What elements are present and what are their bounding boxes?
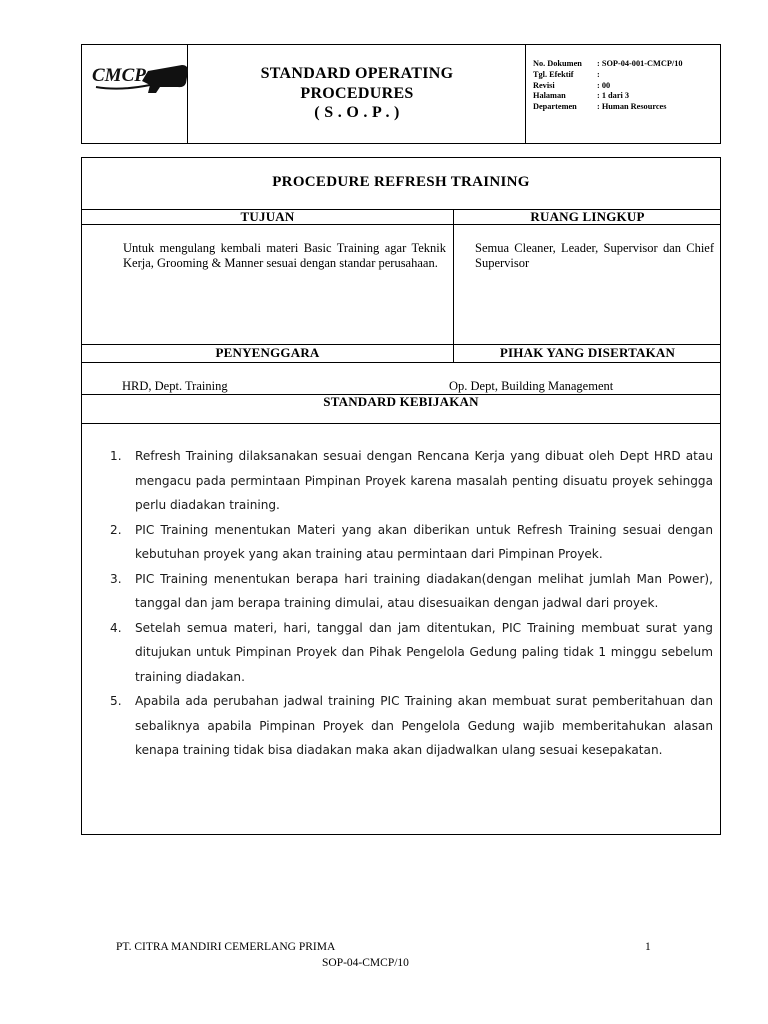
sop-title-line: STANDARD OPERATING xyxy=(260,65,454,82)
doc-info-row xyxy=(533,70,683,81)
doc-info-row xyxy=(533,59,683,70)
policy-list xyxy=(110,444,713,763)
pihak-text: Op. Dept, Building Management xyxy=(449,379,614,393)
doc-info-value: : SOP-04-001-CMCP/10 xyxy=(597,59,683,68)
kebijakan-header: STANDARD KEBIJAKAN xyxy=(323,394,479,409)
logo-text: CMCP xyxy=(92,65,146,86)
ruang-lingkup-header: RUANG LINGKUP xyxy=(530,209,645,224)
doc-info-value: : Human Resources xyxy=(597,102,667,112)
tujuan-header: TUJUAN xyxy=(240,209,295,224)
doc-info-key: Revisi xyxy=(533,80,555,90)
doc-info-value: : 1 dari 3 xyxy=(597,91,630,101)
procedure-table xyxy=(81,157,721,835)
penyelenggara-text: HRD, Dept. Training xyxy=(122,379,228,393)
sop-title-line: ( S . O . P . ) xyxy=(314,104,400,121)
table-rule xyxy=(82,362,720,363)
sop-title-line: PROCEDURES xyxy=(300,84,414,102)
policy-number: 4. xyxy=(110,620,122,635)
policy-number: 3. xyxy=(110,571,122,586)
doc-info-row xyxy=(533,91,683,102)
doc-info-value: : 00 xyxy=(597,80,611,90)
doc-info-key: Halaman xyxy=(533,91,566,101)
policy-item xyxy=(110,567,713,616)
document-info xyxy=(533,59,683,113)
policy-text: Refresh Training dilaksanakan sesuai dengan Rencana Kerja yang dibuat oleh Dept HRD atau mengacu pada permintaan Pimpinan Proyek karena masalah penting disuatu proyek sehingga perlu diadakan training. xyxy=(135,449,713,512)
document-header xyxy=(81,44,721,144)
ruang-lingkup-text: Semua Cleaner, Leader, Supervisor dan Chief Supervisor xyxy=(475,241,714,270)
policy-item xyxy=(110,689,713,763)
doc-info-row xyxy=(533,102,683,113)
policy-item xyxy=(110,518,713,567)
header-divider xyxy=(525,45,526,143)
doc-info-value: : xyxy=(597,69,600,79)
policy-text: PIC Training menentukan Materi yang akan diberikan untuk Refresh Training sesuai dengan kebutuhan proyek yang akan training atau permintaan dari Pimpinan Proyek. xyxy=(135,522,713,561)
policy-item xyxy=(110,616,713,690)
table-column-divider xyxy=(453,209,454,362)
procedure-title: PROCEDURE REFRESH TRAINING xyxy=(272,174,530,190)
tujuan-text: Untuk mengulang kembali materi Basic Training agar Teknik Kerja, Grooming & Manner sesuai dengan standar perusahaan. xyxy=(123,241,446,270)
sop-title xyxy=(192,64,522,123)
policy-text: PIC Training menentukan berapa hari training diadakan(dengan melihat jumlah Man Power), tanggal dan jam berapa training dimulai, atau disesuaikan dengan jadwal dari proyek. xyxy=(135,571,713,610)
pihak-header: PIHAK YANG DISERTAKAN xyxy=(499,345,676,360)
footer-company: PT. CITRA MANDIRI CEMERLANG PRIMA xyxy=(116,941,336,953)
policy-text: Apabila ada perubahan jadwal training PIC Training akan membuat surat pemberitahuan dan sebaliknya apabila Pimpinan Proyek dan Pengelola Gedung wajib memberitahukan alasan kenapa training tidak bisa diadakan maka akan dijadwalkan ulang sesuai kesepakatan. xyxy=(135,694,713,757)
policy-number: 1. xyxy=(110,449,122,463)
penyelenggara-header: PENYENGGARA xyxy=(215,345,320,360)
policy-number: 2. xyxy=(110,522,122,537)
policy-number: 5. xyxy=(110,694,122,708)
policy-item xyxy=(110,444,713,518)
policy-text: Setelah semua materi, hari, tanggal dan jam ditentukan, PIC Training membuat surat yang ditujukan untuk Pimpinan Proyek dan Pihak Pengelola Gedung paling tidak 1 minggu sebelum training diadakan. xyxy=(135,620,713,684)
doc-info-key: Departemen xyxy=(533,102,577,112)
doc-info-key: Tgl. Efektif xyxy=(533,69,574,79)
footer-page-number: 1 xyxy=(645,941,651,953)
doc-info-row xyxy=(533,81,683,92)
doc-info-key: No. Dokumen xyxy=(533,59,582,68)
table-rule xyxy=(82,423,720,424)
footer-doc-code: SOP-04-CMCP/10 xyxy=(322,957,409,969)
company-logo xyxy=(90,57,190,95)
